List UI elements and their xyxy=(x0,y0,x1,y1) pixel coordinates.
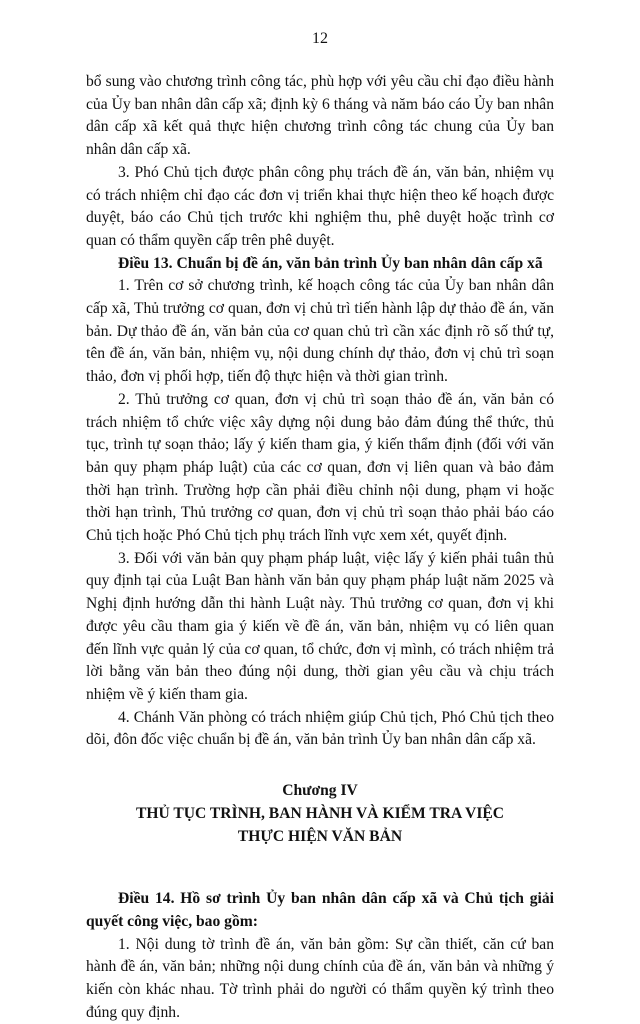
spacer xyxy=(86,752,554,780)
article-13-item-1: 1. Trên cơ sở chương trình, kế hoạch công tác của Ủy ban nhân dân cấp xã, Thủ trưởng cơ quan, đơn vị chủ trì tiến hành lập dự thảo đề án, văn bản. Dự thảo đề án, văn bản của cơ quan chủ trì cần xác định rõ số thứ tự, tên đề án, văn bản, nhiệm vụ, nội dung chính dự thảo, đơn vị chủ trì soạn thảo, đơn vị phối hợp, tiến độ thực hiện và thời gian trình. xyxy=(86,277,554,386)
article-13-item-3: 3. Đối với văn bản quy phạm pháp luật, việc lấy ý kiến phải tuân thủ quy định tại của Luật Ban hành văn bản quy phạm pháp luật năm 2025 và Nghị định hướng dẫn thi hành Luật này. Thủ trưởng cơ quan, đơn vị khi được yêu cầu tham gia ý kiến về đề án, văn bản, nhiệm vụ có liên quan đến lĩnh vực quản lý của cơ quan, tổ chức, đơn vị mình, có trách nhiệm trả lời bằng văn bản theo đúng nội dung, thời gian yêu cầu và chịu trách nhiệm về ý kiến tham gia. xyxy=(86,549,554,703)
paragraph-item-3: 3. Phó Chủ tịch được phân công phụ trách đề án, văn bản, nhiệm vụ có trách nhiệm chỉ đạo các đơn vị triển khai thực hiện theo kế hoạch được duyệt, báo cáo Chủ tịch trước khi nghiệm thu, phê duyệt hoặc trình cơ quan có thẩm quyền cấp trên phê duyệt. xyxy=(86,163,554,249)
page-number: 12 xyxy=(312,30,328,47)
paragraph-continued: bổ sung vào chương trình công tác, phù hợp với yêu cầu chỉ đạo điều hành của Ủy ban nhân dân cấp xã; định kỳ 6 tháng và năm báo cáo Ủy ban nhân dân cấp xã kết quả thực hiện chương trình công tác chung của Ủy ban nhân dân cấp xã. xyxy=(86,73,554,159)
article-14-heading: Điều 14. Hồ sơ trình Ủy ban nhân dân cấp xã và Chủ tịch giải quyết công việc, bao gồm: xyxy=(86,890,554,930)
chapter-title-line-2: THỰC HIỆN VĂN BẢN xyxy=(237,827,403,845)
spacer xyxy=(86,848,554,888)
article-13-heading: Điều 13. Chuẩn bị đề án, văn bản trình Ủy ban nhân dân cấp xã xyxy=(118,254,543,272)
article-14-item-1: 1. Nội dung tờ trình đề án, văn bản gồm: Sự cần thiết, căn cứ ban hành đề án, văn bản; những nội dung chính của đề án, văn bản và những ý kiến còn khác nhau. Tờ trình phải do người có thẩm quyền ký trình theo đúng quy định. xyxy=(86,935,554,1021)
document-body xyxy=(86,71,554,1024)
chapter-number: Chương IV xyxy=(282,782,358,800)
article-13-item-4: 4. Chánh Văn phòng có trách nhiệm giúp Chủ tịch, Phó Chủ tịch theo dõi, đôn đốc việc chuẩn bị đề án, văn bản trình Ủy ban nhân dân cấp xã. xyxy=(86,708,554,749)
article-13-item-2: 2. Thủ trưởng cơ quan, đơn vị chủ trì soạn thảo đề án, văn bản có trách nhiệm tổ chức việc xây dựng nội dung bảo đảm đúng thể thức, thủ tục, trình tự soạn thảo; lấy ý kiến tham gia, ý kiến thẩm định (đối với văn bản quy phạm pháp luật) của các cơ quan, đơn vị liên quan và bảo đảm thời hạn trình. Trường hợp cần phải điều chỉnh nội dung, phạm vi hoặc thời hạn trình, Thủ trưởng cơ quan, đơn vị chủ trì soạn thảo phải báo cáo Chủ tịch hoặc Phó Chủ tịch phụ trách lĩnh vực xem xét, quyết định. xyxy=(86,390,554,545)
chapter-title-line-1: THỦ TỤC TRÌNH, BAN HÀNH VÀ KIỂM TRA VIỆC xyxy=(135,804,505,822)
